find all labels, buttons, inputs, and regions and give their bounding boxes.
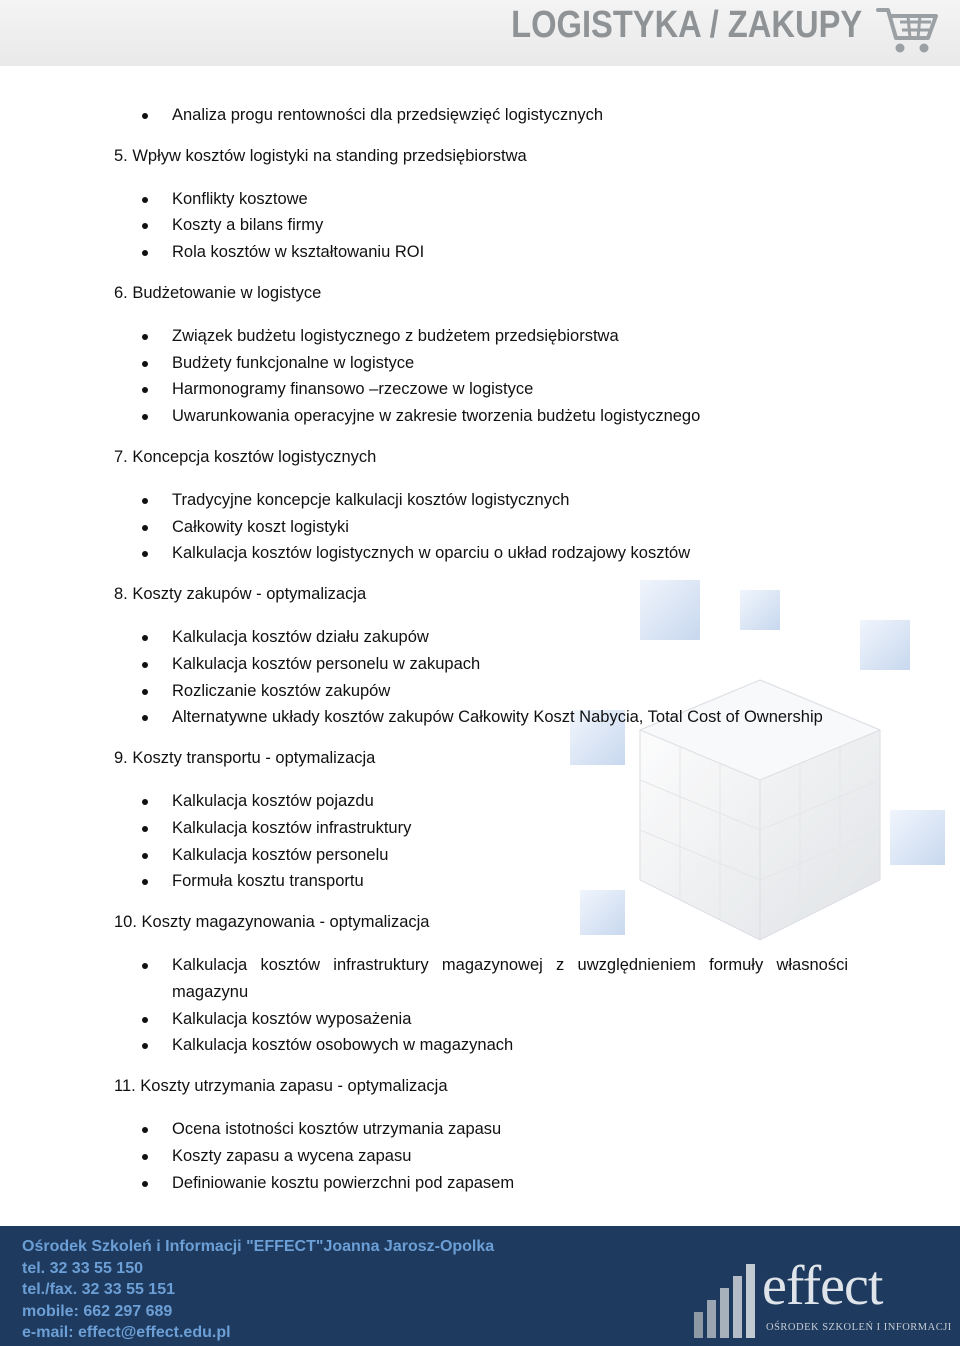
header-title: LOGISTYKA / ZAKUPY — [510, 4, 862, 46]
list-item: Koszty a bilans firmy — [114, 212, 848, 239]
list-item: Rola kosztów w kształtowaniu ROI — [114, 239, 848, 266]
list-item: Uwarunkowania operacyjne w zakresie tworzenia budżetu logistycznego — [114, 403, 848, 430]
mobile-phone: mobile: 662 297 689 — [22, 1302, 173, 1320]
spacer — [114, 430, 848, 444]
list-item: Rozliczanie kosztów zakupów — [114, 678, 848, 705]
contact-info — [22, 1236, 494, 1344]
shopping-cart-icon — [876, 4, 940, 56]
spacer — [114, 471, 848, 487]
logo-wordmark: effect — [762, 1255, 883, 1317]
list-item: Harmonogramy finansowo –rzeczowe w logistyce — [114, 376, 848, 403]
list-item: Związek budżetu logistycznego z budżetem przedsiębiorstwa — [114, 323, 848, 350]
list-item: Alternatywne układy kosztów zakupów Całkowity Koszt Nabycia, Total Cost of Ownership — [114, 704, 848, 731]
bar-chart-logo-icon — [692, 1260, 762, 1340]
phone-fax: tel./fax. 32 33 55 151 — [22, 1281, 175, 1298]
list-item: Formuła kosztu transportu — [114, 868, 848, 895]
list-item: Kalkulacja kosztów infrastruktury magazynowej z uwzględnieniem formuły własności magazynu — [114, 952, 848, 1006]
section-heading: 8. Koszty zakupów - optymalizacja — [114, 585, 367, 604]
list-item: Kalkulacja kosztów infrastruktury — [114, 815, 848, 842]
page-header — [0, 0, 960, 66]
effect-logo — [692, 1255, 952, 1340]
list-item: Kalkulacja kosztów wyposażenia — [114, 1006, 848, 1033]
spacer — [114, 1059, 848, 1073]
section-heading: 7. Koncepcja kosztów logistycznych — [114, 447, 377, 466]
spacer — [114, 567, 848, 581]
list-item: Kalkulacja kosztów osobowych w magazynach — [114, 1032, 848, 1059]
phone: tel. 32 33 55 150 — [22, 1259, 143, 1277]
list-item: Tradycyjne koncepcje kalkulacji kosztów logistycznych — [114, 487, 848, 514]
list-item: Kalkulacja kosztów działu zakupów — [114, 624, 848, 651]
list-item: Konflikty kosztowe — [114, 186, 848, 213]
spacer — [114, 936, 848, 952]
spacer — [114, 772, 848, 788]
list-item: Ocena istotności kosztów utrzymania zapasu — [114, 1116, 848, 1143]
list-item: Kalkulacja kosztów personelu w zakupach — [114, 651, 848, 678]
list-item: Definiowanie kosztu powierzchni pod zapasem — [114, 1170, 848, 1197]
logo-subtitle: OŚRODEK SZKOLEŃ I INFORMACJI — [766, 1322, 952, 1333]
spacer — [114, 895, 848, 909]
company-name: Ośrodek Szkoleń i Informacji "EFFECT"Joanna Jarosz-Opolka — [22, 1238, 495, 1255]
section-heading: 11. Koszty utrzymania zapasu - optymalizacja — [114, 1077, 448, 1096]
spacer — [114, 307, 848, 323]
spacer — [114, 608, 848, 624]
list-item: Budżety funkcjonalne w logistyce — [114, 350, 848, 377]
list-item: Analiza progu rentowności dla przedsięwzięć logistycznych — [114, 102, 848, 129]
spacer — [114, 170, 848, 186]
list-item: Koszty zapasu a wycena zapasu — [114, 1143, 848, 1170]
section-heading: 10. Koszty magazynowania - optymalizacja — [114, 913, 430, 932]
section-heading: 6. Budżetowanie w logistyce — [114, 283, 322, 302]
list-item: Kalkulacja kosztów logistycznych w oparciu o układ rodzajowy kosztów — [114, 540, 848, 567]
section-heading: 5. Wpływ kosztów logistyki na standing przedsiębiorstwa — [114, 146, 527, 165]
section-heading: 9. Koszty transportu - optymalizacja — [114, 749, 376, 768]
list-item: Całkowity koszt logistyki — [114, 514, 848, 541]
spacer — [114, 1100, 848, 1116]
spacer — [114, 129, 848, 143]
spacer — [114, 731, 848, 745]
email-link[interactable]: e-mail: effect@effect.edu.pl — [22, 1324, 231, 1341]
page-footer — [0, 1226, 960, 1346]
list-item: Kalkulacja kosztów personelu — [114, 842, 848, 869]
spacer — [114, 266, 848, 280]
list-item: Kalkulacja kosztów pojazdu — [114, 788, 848, 815]
course-program — [114, 102, 848, 1196]
